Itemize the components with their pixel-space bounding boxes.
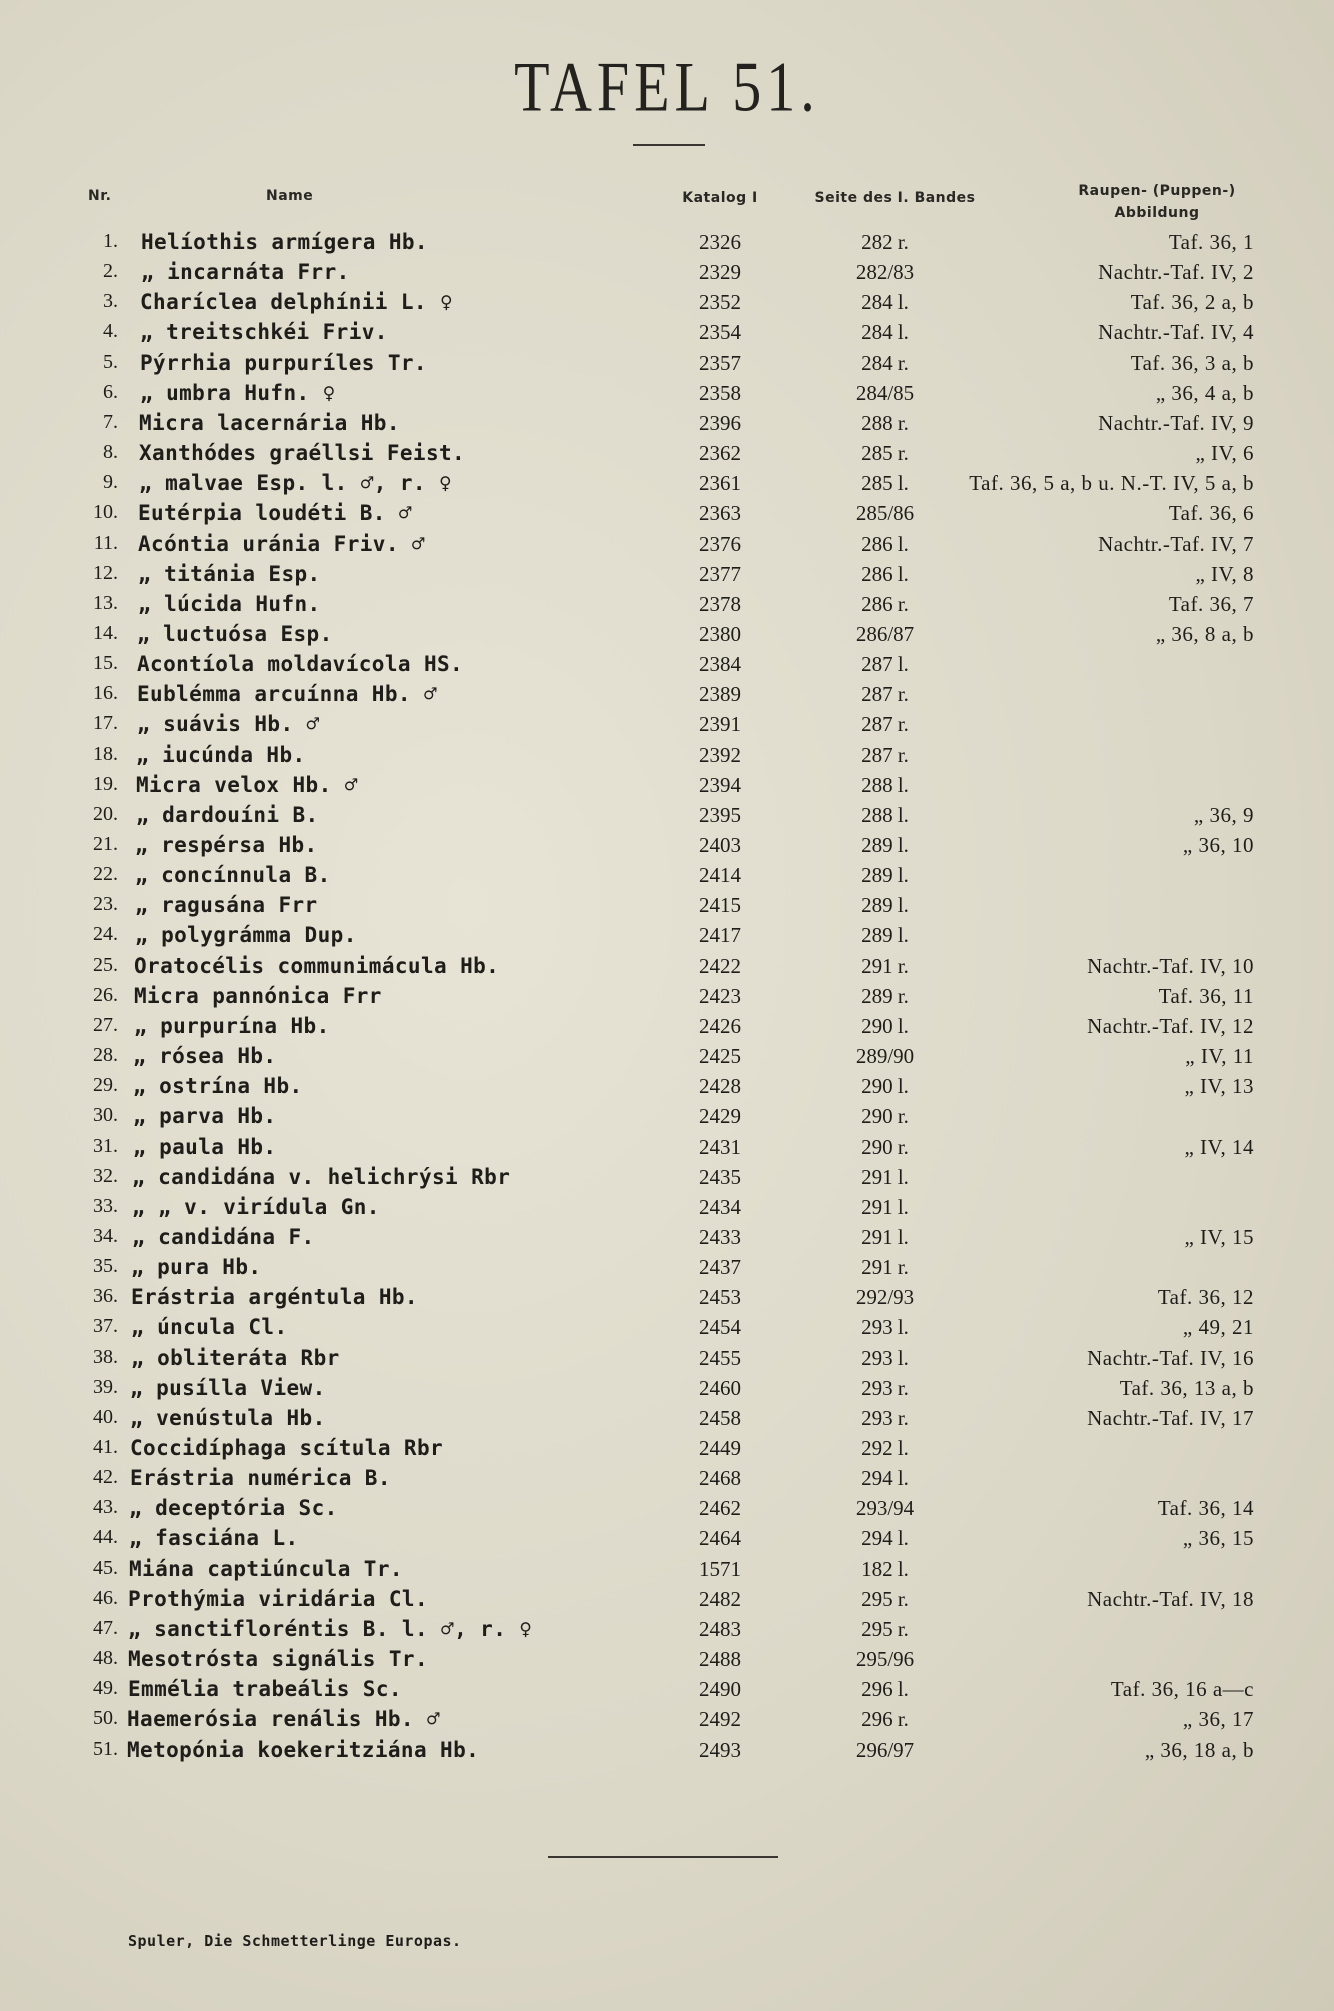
- table-row: [0, 351, 1334, 381]
- table-row: [0, 622, 1334, 652]
- row-nr: 18.: [93, 742, 118, 765]
- row-seite: 294 l.: [861, 1466, 909, 1491]
- row-abbildung: „ IV, 13: [1184, 1074, 1254, 1099]
- table-row: [0, 954, 1334, 984]
- row-seite: 293 r.: [861, 1375, 909, 1400]
- row-name: „ concínnula B.: [135, 863, 331, 888]
- row-abbildung: Nachtr.-Taf. IV, 4: [1098, 320, 1254, 345]
- row-nr: 51.: [93, 1737, 118, 1760]
- table-row: [0, 532, 1334, 562]
- row-seite: 285 l.: [861, 471, 909, 496]
- row-katalog: 2423: [699, 983, 741, 1008]
- row-katalog: 2394: [699, 772, 741, 797]
- row-katalog: 2326: [699, 230, 741, 254]
- row-nr: 39.: [93, 1375, 118, 1398]
- row-name: Acóntia uránia Friv. ♂: [138, 531, 425, 556]
- row-katalog: 2391: [699, 712, 741, 737]
- row-name: „ iucúnda Hb.: [136, 742, 306, 767]
- table-row: [0, 1315, 1334, 1345]
- row-katalog: 2414: [699, 863, 741, 888]
- row-katalog: 2362: [699, 441, 741, 466]
- row-name: Emmélia trabeális Sc.: [128, 1677, 402, 1702]
- row-katalog: 2403: [699, 833, 741, 857]
- table-row: [0, 260, 1334, 290]
- table-row: [0, 562, 1334, 592]
- row-nr: 29.: [93, 1074, 118, 1097]
- table-row: [0, 1195, 1334, 1225]
- row-seite: 291 l.: [861, 1224, 909, 1249]
- row-seite: 286 l.: [861, 531, 909, 556]
- row-seite: 296 r.: [861, 1707, 909, 1732]
- row-nr: 33.: [93, 1194, 118, 1217]
- row-name: „ candidána v. helichrýsi Rbr: [132, 1164, 511, 1189]
- row-name: Micra velox Hb. ♂: [136, 772, 358, 797]
- row-nr: 48.: [93, 1647, 118, 1670]
- row-katalog: 2357: [699, 350, 741, 375]
- row-name: „ parva Hb.: [133, 1104, 277, 1129]
- row-abbildung: Nachtr.-Taf. IV, 9: [1098, 410, 1254, 435]
- row-katalog: 2431: [699, 1134, 741, 1159]
- row-katalog: 2363: [699, 501, 741, 526]
- page-title: TAFEL 51.: [514, 47, 820, 127]
- row-nr: 47.: [93, 1616, 118, 1639]
- row-nr: 25.: [93, 953, 118, 976]
- table-row: [0, 230, 1334, 260]
- row-seite: 295/96: [855, 1647, 915, 1672]
- row-nr: 30.: [93, 1104, 118, 1127]
- row-abbildung: „ IV, 15: [1184, 1224, 1254, 1249]
- table-row: [0, 773, 1334, 803]
- row-nr: 43.: [93, 1496, 118, 1519]
- row-name: „ úncula Cl.: [131, 1315, 288, 1340]
- row-katalog: 2433: [699, 1224, 741, 1249]
- table-row: [0, 712, 1334, 742]
- table-row: [0, 1346, 1334, 1376]
- row-nr: 24.: [93, 923, 118, 946]
- table-row: [0, 1044, 1334, 1074]
- row-katalog: 2376: [699, 531, 741, 556]
- header-katalog: Katalog I: [682, 190, 758, 206]
- table-row: [0, 863, 1334, 893]
- row-name: „ purpurína Hb.: [134, 1013, 330, 1038]
- row-nr: 44.: [93, 1526, 118, 1549]
- row-abbildung: „ IV, 14: [1184, 1134, 1254, 1159]
- table-row: [0, 1285, 1334, 1315]
- title-divider: [633, 144, 705, 146]
- row-katalog: 2455: [699, 1345, 741, 1370]
- row-name: Oratocélis communimácula Hb.: [134, 953, 500, 978]
- row-abbildung: „ 36, 10: [1182, 833, 1254, 857]
- row-katalog: 2422: [699, 953, 741, 978]
- row-katalog: 2434: [699, 1194, 741, 1219]
- table-row: [0, 1738, 1334, 1768]
- table-row: [0, 1014, 1334, 1044]
- row-abbildung: Taf. 36, 13 a, b: [1119, 1375, 1254, 1400]
- table-row: [0, 1587, 1334, 1617]
- row-name: „ umbra Hufn. ♀: [140, 380, 336, 405]
- row-seite: 288 r.: [861, 410, 909, 435]
- row-seite: 282/83: [855, 260, 915, 285]
- row-seite: 286 r.: [861, 591, 909, 616]
- header-name: Name: [266, 188, 314, 204]
- row-katalog: 2488: [699, 1647, 741, 1672]
- row-name: „ respérsa Hb.: [135, 833, 318, 857]
- row-katalog: 2417: [699, 923, 741, 948]
- row-nr: 36.: [93, 1285, 118, 1308]
- row-katalog: 2449: [699, 1436, 741, 1460]
- row-seite: 292/93: [855, 1285, 915, 1310]
- table-row: [0, 411, 1334, 441]
- row-name: „ dardouíni B.: [136, 802, 319, 827]
- table-row: [0, 1376, 1334, 1406]
- row-seite: 291 l.: [861, 1164, 909, 1189]
- row-katalog: 1571: [699, 1556, 741, 1581]
- row-nr: 35.: [93, 1255, 118, 1278]
- table-row: [0, 1677, 1334, 1707]
- row-name: „ paula Hb.: [133, 1134, 277, 1159]
- row-katalog: 2384: [699, 652, 741, 677]
- row-name: Coccidíphaga scítula Rbr: [130, 1436, 444, 1460]
- row-katalog: 2389: [699, 682, 741, 707]
- header-nr: Nr.: [88, 188, 112, 204]
- table-row: [0, 923, 1334, 953]
- table-row: [0, 1557, 1334, 1587]
- row-nr: 9.: [103, 471, 118, 494]
- row-seite: 291 r.: [861, 953, 909, 978]
- table-row: [0, 652, 1334, 682]
- row-nr: 17.: [93, 712, 118, 735]
- row-katalog: 2354: [699, 320, 741, 345]
- row-abbildung: „ IV, 6: [1195, 441, 1254, 466]
- row-abbildung: „ 36, 18 a, b: [1144, 1737, 1254, 1762]
- row-name: „ titánia Esp.: [138, 561, 321, 586]
- row-nr: 11.: [93, 531, 118, 554]
- row-katalog: 2460: [699, 1375, 741, 1400]
- row-seite: 287 l.: [861, 652, 909, 677]
- row-katalog: 2462: [699, 1496, 741, 1521]
- row-seite: 286 l.: [861, 561, 909, 586]
- row-nr: 19.: [93, 772, 118, 795]
- row-seite: 284 l.: [861, 290, 909, 315]
- row-katalog: 2482: [699, 1586, 741, 1611]
- row-nr: 26.: [93, 983, 118, 1006]
- footer-source: Spuler, Die Schmetterlinge Europas.: [128, 1932, 462, 1950]
- row-abbildung: Nachtr.-Taf. IV, 10: [1087, 953, 1254, 978]
- row-seite: 291 r.: [861, 1255, 909, 1280]
- row-seite: 289 l.: [861, 833, 909, 857]
- row-name: Helíothis armígera Hb.: [141, 230, 428, 254]
- row-name: Eutérpia loudéti B. ♂: [138, 501, 412, 526]
- row-name: „ obliteráta Rbr: [131, 1345, 340, 1370]
- row-name: Acontíola moldavícola HS.: [137, 652, 464, 677]
- row-nr: 15.: [93, 652, 118, 675]
- row-seite: 284 r.: [861, 350, 909, 375]
- row-nr: 21.: [93, 833, 118, 855]
- bottom-divider: [548, 1856, 778, 1858]
- row-nr: 4.: [103, 320, 118, 343]
- row-katalog: 2425: [699, 1044, 741, 1069]
- row-nr: 13.: [93, 591, 118, 614]
- row-katalog: 2396: [699, 410, 741, 435]
- row-katalog: 2380: [699, 621, 741, 646]
- row-nr: 8.: [103, 441, 118, 464]
- row-name: „ polygrámma Dup.: [135, 923, 357, 948]
- table-row: [0, 1526, 1334, 1556]
- row-name: „ pusílla View.: [130, 1375, 326, 1400]
- row-abbildung: „ 49, 21: [1182, 1315, 1254, 1340]
- row-abbildung: Nachtr.-Taf. IV, 17: [1087, 1405, 1254, 1430]
- row-seite: 287 r.: [861, 742, 909, 767]
- row-katalog: 2358: [699, 380, 741, 405]
- row-nr: 31.: [93, 1134, 118, 1157]
- row-seite: 182 l.: [861, 1556, 909, 1581]
- row-katalog: 2378: [699, 591, 741, 616]
- header-seite: Seite des I. Bandes: [814, 190, 976, 206]
- row-seite: 285 r.: [861, 441, 909, 466]
- row-katalog: 2392: [699, 742, 741, 767]
- row-seite: 286/87: [855, 621, 915, 646]
- table-row: [0, 1165, 1334, 1195]
- row-katalog: 2458: [699, 1405, 741, 1430]
- row-seite: 293 l.: [861, 1345, 909, 1370]
- row-name: „ „ v. virídula Gn.: [132, 1194, 380, 1219]
- row-nr: 16.: [93, 682, 118, 705]
- row-abbildung: Nachtr.-Taf. IV, 12: [1087, 1013, 1254, 1038]
- row-seite: 289 l.: [861, 863, 909, 888]
- row-name: „ suávis Hb. ♂: [137, 712, 320, 737]
- row-name: Micra pannónica Frr: [134, 983, 382, 1008]
- row-seite: 287 r.: [861, 682, 909, 707]
- row-nr: 27.: [93, 1013, 118, 1036]
- row-abbildung: Taf. 36, 7: [1168, 591, 1254, 616]
- row-katalog: 2429: [699, 1104, 741, 1129]
- row-seite: 293 r.: [861, 1405, 909, 1430]
- row-nr: 34.: [93, 1224, 118, 1247]
- row-nr: 10.: [93, 501, 118, 524]
- row-abbildung: Taf. 36, 16 a—c: [1110, 1677, 1254, 1702]
- row-name: Xanthódes graéllsi Feist.: [139, 441, 466, 466]
- row-name: Eublémma arcuínna Hb. ♂: [137, 682, 437, 707]
- row-name: „ fasciána L.: [129, 1526, 299, 1551]
- row-seite: 282 r.: [861, 230, 909, 254]
- row-seite: 295 r.: [861, 1616, 909, 1641]
- table-row: [0, 1255, 1334, 1285]
- table-row: [0, 320, 1334, 350]
- row-nr: 40.: [93, 1405, 118, 1428]
- row-katalog: 2352: [699, 290, 741, 315]
- table-row: [0, 803, 1334, 833]
- row-name: Miána captiúncula Tr.: [129, 1556, 403, 1581]
- row-katalog: 2415: [699, 893, 741, 918]
- row-name: „ rósea Hb.: [133, 1044, 277, 1069]
- table-row: [0, 1225, 1334, 1255]
- row-name: „ deceptória Sc.: [129, 1496, 338, 1521]
- table-row: [0, 501, 1334, 531]
- row-seite: 296 l.: [861, 1677, 909, 1702]
- row-nr: 28.: [93, 1044, 118, 1067]
- row-nr: 6.: [103, 380, 118, 403]
- row-name: „ malvae Esp. l. ♂, r. ♀: [139, 471, 453, 496]
- table-row: [0, 1707, 1334, 1737]
- row-nr: 32.: [93, 1164, 118, 1187]
- row-katalog: 2464: [699, 1526, 741, 1551]
- row-abbildung: Taf. 36, 2 a, b: [1130, 290, 1254, 315]
- table-row: [0, 682, 1334, 712]
- row-abbildung: Nachtr.-Taf. IV, 16: [1087, 1345, 1254, 1370]
- row-abbildung: „ 36, 15: [1182, 1526, 1254, 1551]
- table-row: [0, 1135, 1334, 1165]
- row-katalog: 2435: [699, 1164, 741, 1189]
- row-nr: 49.: [93, 1677, 118, 1700]
- row-nr: 2.: [103, 260, 118, 283]
- row-name: Charíclea delphínii L. ♀: [140, 290, 454, 315]
- row-seite: 288 l.: [861, 802, 909, 827]
- row-seite: 295 r.: [861, 1586, 909, 1611]
- row-name: „ candidána F.: [132, 1224, 315, 1249]
- row-seite: 290 r.: [861, 1104, 909, 1129]
- row-katalog: 2437: [699, 1255, 741, 1280]
- table-row: [0, 592, 1334, 622]
- table-row: [0, 984, 1334, 1014]
- row-seite: 288 l.: [861, 772, 909, 797]
- row-seite: 284 l.: [861, 320, 909, 345]
- row-seite: 293/94: [855, 1496, 915, 1521]
- row-seite: 290 l.: [861, 1074, 909, 1099]
- row-katalog: 2490: [699, 1677, 741, 1702]
- table-row: [0, 381, 1334, 411]
- row-abbildung: „ 36, 17: [1182, 1707, 1254, 1732]
- row-katalog: 2329: [699, 260, 741, 285]
- row-abbildung: Taf. 36, 5 a, b u. N.-T. IV, 5 a, b: [969, 471, 1254, 496]
- row-name: Pýrrhia purpuríles Tr.: [140, 350, 427, 375]
- row-nr: 1.: [103, 230, 118, 252]
- row-name: „ luctuósa Esp.: [137, 621, 333, 646]
- row-katalog: 2395: [699, 802, 741, 827]
- row-name: „ incarnáta Frr.: [141, 260, 350, 285]
- row-name: Mesotrósta signális Tr.: [128, 1647, 428, 1672]
- table-row: [0, 1647, 1334, 1677]
- row-katalog: 2493: [699, 1737, 741, 1762]
- row-nr: 41.: [93, 1436, 118, 1458]
- row-name: „ ostrína Hb.: [133, 1074, 303, 1099]
- table-row: [0, 1406, 1334, 1436]
- row-abbildung: Taf. 36, 11: [1158, 983, 1254, 1008]
- row-nr: 12.: [93, 561, 118, 584]
- row-nr: 45.: [93, 1556, 118, 1579]
- table-row: [0, 471, 1334, 501]
- row-seite: 289 l.: [861, 923, 909, 948]
- row-name: Erástria numérica B.: [130, 1466, 391, 1491]
- row-katalog: 2468: [699, 1466, 741, 1491]
- row-nr: 20.: [93, 802, 118, 825]
- row-abbildung: Taf. 36, 1: [1168, 230, 1254, 254]
- row-nr: 37.: [93, 1315, 118, 1338]
- row-nr: 50.: [93, 1707, 118, 1730]
- row-abbildung: „ IV, 8: [1195, 561, 1254, 586]
- row-nr: 5.: [103, 350, 118, 373]
- row-katalog: 2361: [699, 471, 741, 496]
- row-name: Haemerósia renális Hb. ♂: [127, 1707, 441, 1732]
- row-nr: 42.: [93, 1466, 118, 1489]
- table-row: [0, 833, 1334, 863]
- row-seite: 285/86: [855, 501, 915, 526]
- row-nr: 3.: [103, 290, 118, 313]
- row-name: „ lúcida Hufn.: [138, 591, 321, 616]
- row-nr: 46.: [93, 1586, 118, 1609]
- row-katalog: 2492: [699, 1707, 741, 1732]
- header-abbildung-line1: Raupen- (Puppen-): [1078, 183, 1236, 199]
- row-abbildung: „ 36, 4 a, b: [1155, 380, 1254, 405]
- row-name: Micra lacernária Hb.: [139, 410, 400, 435]
- table-row: [0, 1496, 1334, 1526]
- row-seite: 296/97: [855, 1737, 915, 1762]
- row-name: Metopónia koekeritziána Hb.: [127, 1737, 480, 1762]
- row-seite: 290 r.: [861, 1134, 909, 1159]
- table-row: [0, 441, 1334, 471]
- row-seite: 284/85: [855, 380, 915, 405]
- row-abbildung: Taf. 36, 14: [1157, 1496, 1254, 1521]
- row-katalog: 2428: [699, 1074, 741, 1099]
- row-seite: 289/90: [855, 1044, 915, 1069]
- row-seite: 290 l.: [861, 1013, 909, 1038]
- table-row: [0, 743, 1334, 773]
- row-name: „ treitschkéi Friv.: [140, 320, 388, 345]
- table-row: [0, 1074, 1334, 1104]
- row-abbildung: Taf. 36, 12: [1157, 1285, 1254, 1310]
- row-seite: 289 r.: [861, 983, 909, 1008]
- row-abbildung: Taf. 36, 6: [1168, 501, 1254, 526]
- row-nr: 14.: [93, 621, 118, 644]
- row-abbildung: „ 36, 8 a, b: [1155, 621, 1254, 646]
- row-name: Prothýmia viridária Cl.: [128, 1586, 428, 1611]
- row-katalog: 2454: [699, 1315, 741, 1340]
- row-nr: 23.: [93, 893, 118, 916]
- row-katalog: 2453: [699, 1285, 741, 1310]
- table-row: [0, 893, 1334, 923]
- row-seite: 293 l.: [861, 1315, 909, 1340]
- row-nr: 7.: [103, 410, 118, 433]
- row-seite: 287 r.: [861, 712, 909, 737]
- row-abbildung: „ 36, 9: [1193, 802, 1254, 827]
- row-seite: 292 l.: [861, 1436, 909, 1460]
- row-name: „ sanctifloréntis B. l. ♂, r. ♀: [128, 1616, 533, 1641]
- row-abbildung: „ IV, 11: [1185, 1044, 1254, 1069]
- row-seite: 289 l.: [861, 893, 909, 918]
- row-abbildung: Nachtr.-Taf. IV, 7: [1098, 531, 1254, 556]
- row-name: „ pura Hb.: [131, 1255, 262, 1280]
- row-nr: 22.: [93, 863, 118, 886]
- row-abbildung: Nachtr.-Taf. IV, 18: [1087, 1586, 1254, 1611]
- row-katalog: 2377: [699, 561, 741, 586]
- table-row: [0, 1436, 1334, 1466]
- row-nr: 38.: [93, 1345, 118, 1368]
- table-row: [0, 1466, 1334, 1496]
- table-row: [0, 1104, 1334, 1134]
- row-seite: 291 l.: [861, 1194, 909, 1219]
- row-katalog: 2483: [699, 1616, 741, 1641]
- header-abbildung-line2: Abbildung: [1114, 205, 1200, 221]
- row-seite: 294 l.: [861, 1526, 909, 1551]
- row-abbildung: Taf. 36, 3 a, b: [1130, 350, 1254, 375]
- table-row: [0, 1617, 1334, 1647]
- row-abbildung: Nachtr.-Taf. IV, 2: [1098, 260, 1254, 285]
- row-name: „ ragusána Frr: [135, 893, 318, 918]
- table-row: [0, 290, 1334, 320]
- row-name: „ venústula Hb.: [130, 1405, 326, 1430]
- row-katalog: 2426: [699, 1013, 741, 1038]
- row-name: Erástria argéntula Hb.: [131, 1285, 418, 1310]
